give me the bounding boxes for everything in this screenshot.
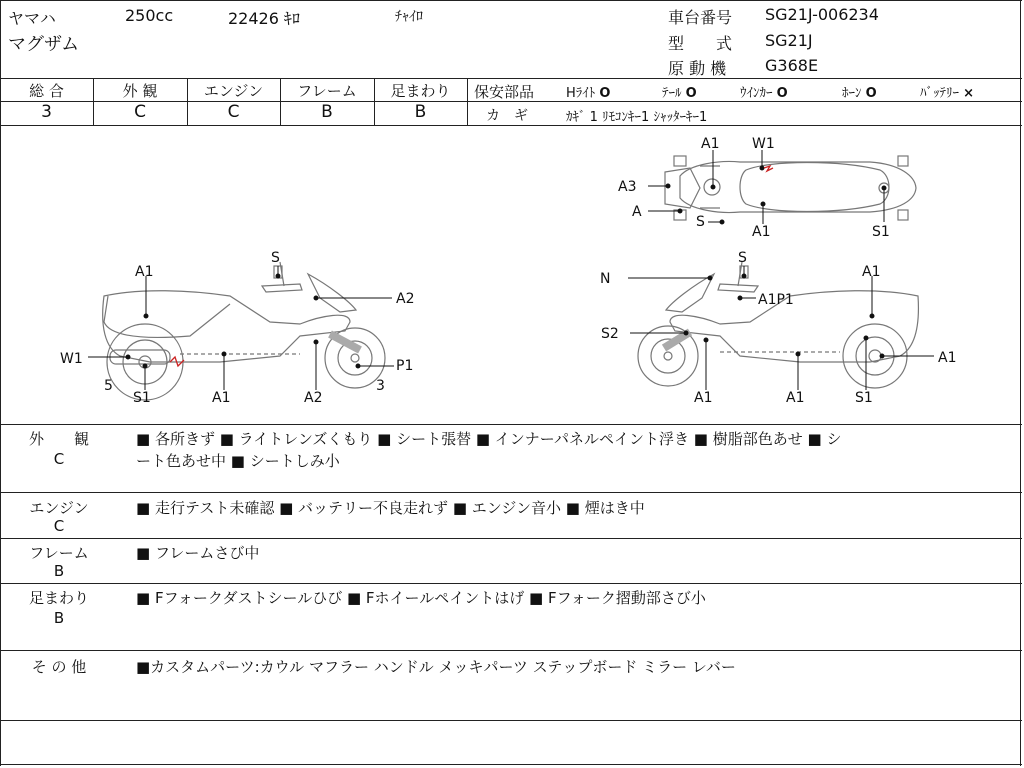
displacement: 250cc: [125, 6, 174, 25]
section-engine-label: エンジン: [29, 499, 89, 517]
damage-diagram: [0, 126, 1022, 424]
mileage: 22426 ｷﾛ: [228, 9, 300, 28]
left-label-s1: S1: [133, 390, 151, 406]
safety-winker: ｳｲﾝｶｰ O: [740, 86, 788, 101]
notes-sep-5: [0, 720, 1022, 721]
notes-sep-2: [0, 538, 1022, 539]
top-label-a1: A1: [701, 136, 720, 152]
section-frame-label: フレーム: [29, 544, 89, 562]
color: ﾁｬｲﾛ: [395, 9, 423, 25]
top-label-w1: W1: [752, 136, 775, 152]
section-exterior-grade: C: [53, 450, 65, 468]
safety-headlight-mark: O: [599, 86, 611, 101]
top-view-scooter: [665, 156, 916, 220]
section-frame-text: ■ フレームさび中: [136, 544, 260, 562]
section-engine-text: ■ 走行テスト未確認 ■ バッテリー不良走れず ■ エンジン音小 ■ 煙はき中: [136, 499, 645, 517]
frame-bottom: [0, 764, 1022, 765]
grade-header-exterior: 外 観: [122, 82, 158, 100]
section-exterior-text2: ート色あせ中 ■ シートしみ小: [136, 452, 340, 470]
right-label-s: S: [738, 250, 747, 266]
grade-value-suspension: B: [414, 102, 427, 122]
grade-col-sep-5: [467, 78, 468, 126]
safety-label: 保安部品: [474, 83, 535, 101]
safety-winker-mark: O: [776, 86, 788, 101]
right-label-a1b: A1: [938, 350, 957, 366]
top-label-s1: S1: [872, 224, 890, 240]
grade-header-suspension: 足まわり: [390, 82, 451, 100]
grade-table-top: [0, 78, 1022, 79]
right-label-n: N: [600, 271, 611, 287]
right-label-s2: S2: [601, 326, 619, 342]
maker: ヤマハ: [8, 9, 56, 28]
left-label-5: 5: [104, 378, 113, 394]
safety-horn-mark: O: [865, 86, 877, 101]
engine-label: 原 動 機: [668, 59, 727, 78]
safety-horn: ﾎｰﾝ O: [842, 86, 877, 101]
frame-no: SG21J-006234: [765, 5, 879, 24]
left-label-3: 3: [376, 378, 385, 394]
type-value: SG21J: [765, 31, 813, 50]
left-label-p1: P1: [396, 358, 414, 374]
section-engine-grade: C: [53, 517, 65, 535]
section-suspension-label: 足まわり: [28, 589, 89, 607]
grade-value-frame: B: [321, 102, 333, 122]
left-label-a2: A2: [396, 291, 415, 307]
section-suspension-text: ■ Fフォークダストシールひび ■ Fホイールペイントはげ ■ Fフォーク摺動部さび小: [136, 589, 706, 607]
grade-value-engine: C: [227, 102, 240, 122]
safety-tail-mark: O: [685, 86, 697, 101]
section-suspension-grade: B: [53, 609, 65, 627]
grade-header-frame: フレーム: [297, 82, 357, 100]
grade-header-engine: エンジン: [203, 82, 264, 100]
notes-sep-4: [0, 650, 1022, 651]
notes-top: [0, 424, 1022, 425]
frame-no-label: 車台番号: [668, 8, 733, 27]
left-view-callouts: [88, 266, 394, 390]
grade-value-exterior: C: [134, 102, 146, 122]
right-label-a1p1: A1P1: [758, 292, 794, 308]
key-label: カ ギ: [486, 108, 528, 124]
safety-tail: ﾃｰﾙ O: [662, 86, 697, 101]
top-label-a: A: [632, 204, 642, 220]
engine-value: G368E: [765, 56, 819, 75]
section-other-text: ■カスタムパーツ:カウル マフラー ハンドル メッキパーツ ステップボード ミラー レバー: [136, 658, 736, 676]
top-view-red-mark: [764, 166, 773, 171]
right-label-s1: S1: [855, 390, 873, 406]
left-label-s: S: [271, 250, 280, 266]
model-name: マグザム: [8, 34, 80, 55]
left-label-a1: A1: [135, 264, 154, 280]
right-label-a1c: A1: [694, 390, 713, 406]
safety-battery: ﾊﾞｯﾃﾘｰ ×: [920, 86, 975, 101]
notes-sep-1: [0, 492, 1022, 493]
notes-sep-3: [0, 583, 1022, 584]
right-label-a1: A1: [862, 264, 881, 280]
safety-mid: [467, 101, 1022, 102]
section-frame-grade: B: [53, 562, 65, 580]
frame-top: [0, 0, 1022, 1]
section-exterior-label: 外 観: [28, 430, 89, 448]
top-view-callouts: [648, 150, 886, 224]
top-label-a3: A3: [618, 179, 637, 195]
safety-battery-mark: ×: [963, 86, 975, 101]
safety-headlight: Hﾗｲﾄ O: [566, 86, 611, 101]
type-label: 型 式: [668, 34, 733, 53]
right-view-scooter: [638, 262, 918, 388]
section-other-label: そ の 他: [31, 658, 87, 676]
top-label-a1b: A1: [752, 224, 771, 240]
left-label-w1: W1: [60, 351, 83, 367]
grade-header-total: 総 合: [29, 82, 64, 100]
left-label-a1b: A1: [212, 390, 231, 406]
left-label-a2b: A2: [304, 390, 323, 406]
top-label-s: S: [696, 214, 705, 230]
grade-value-total: 3: [41, 102, 52, 122]
section-exterior-text: ■ 各所きず ■ ライトレンズくもり ■ シート張替 ■ インナーパネルペイント浮き ■ 樹脂部色あせ ■ シ: [136, 430, 842, 448]
key-value: ｶｷﾞ 1 ﾘﾓｺﾝｷｰ1 ｼｬｯﾀｰｷｰ1: [566, 110, 708, 125]
right-label-a1d: A1: [786, 390, 805, 406]
